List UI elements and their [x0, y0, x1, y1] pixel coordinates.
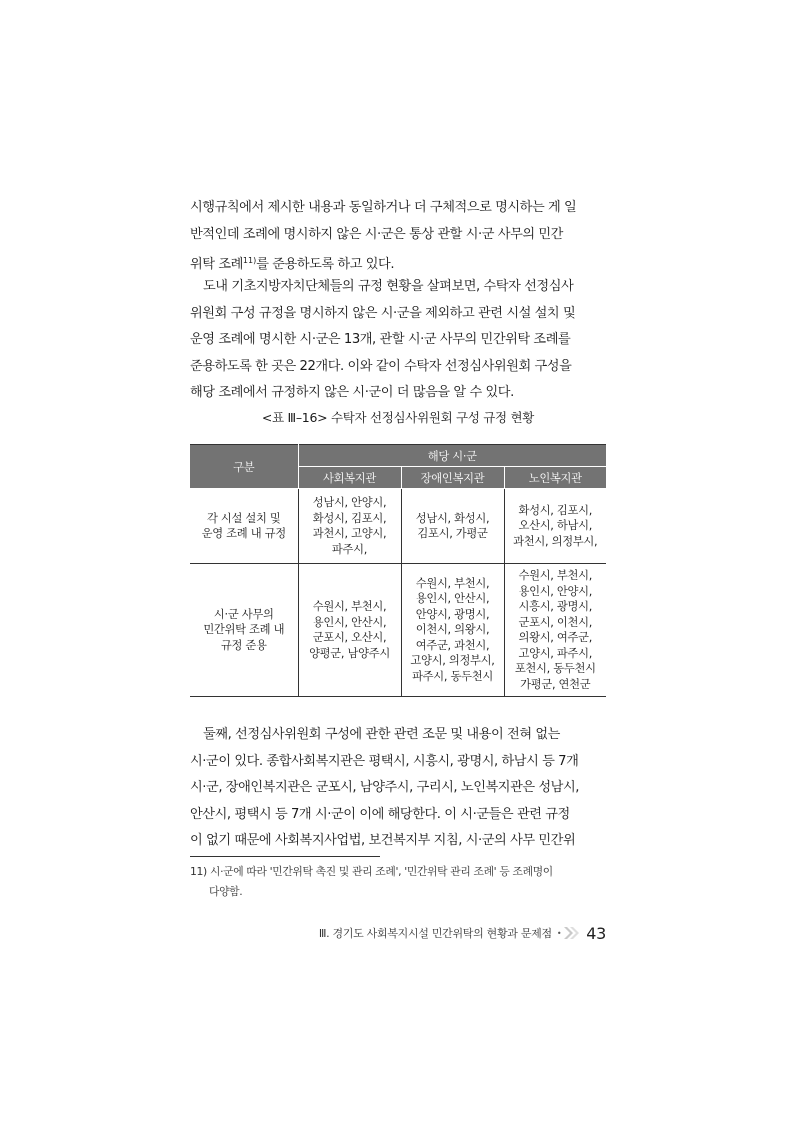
double-chevron-right-icon: [562, 926, 580, 940]
cell-line: 군포시, 오산시,: [312, 631, 387, 644]
double-chevron-right-icon-svg: [562, 926, 580, 940]
table-cell: [401, 489, 504, 564]
cell-line: 과천시, 의정부시,: [513, 534, 598, 548]
cell-line: 시흥시, 광명시,: [518, 600, 593, 613]
chevron-shape: [564, 927, 573, 939]
cell-line: 용인시, 안산시,: [415, 592, 490, 606]
cell-line: 용인시, 안산시,: [312, 615, 387, 629]
paragraph-3-line: 둘째, 선정심사위원회 구성에 관한 관련 조문 및 내용이 전혀 없는: [203, 727, 560, 742]
table-cell: [401, 564, 504, 697]
cell-line: 성남시, 안양시,: [312, 496, 387, 509]
paragraph-3-line: 시·군, 장애인복지관은 군포시, 남양주시, 구리시, 노인복지관은 성남시,: [190, 780, 579, 795]
regulation-status-table: [190, 444, 606, 697]
paragraph-3-line: 이 없기 때문에 사회복지사업법, 보건복지부 지침, 시·군의 사무 민간위: [190, 833, 576, 848]
footnote: [190, 862, 606, 902]
cell-line: 여주군, 과천시,: [415, 638, 490, 652]
paragraph-2-line: 운영 조례에 명시한 시·군은 13개, 관할 시·군 사무의 민간위탁 조례를: [190, 332, 571, 347]
table-cell: [504, 564, 606, 697]
cell-line: 이천시, 의왕시,: [415, 623, 490, 637]
footnote-number: 11): [190, 865, 207, 878]
header-group: 해당 시·군: [298, 445, 606, 467]
paragraph-2: [190, 274, 606, 407]
cell-line: 수원시, 부천시,: [415, 576, 490, 590]
bullet-dot: •: [556, 928, 562, 938]
paragraph-2-line: 도내 기초지방자치단체들의 규정 현황을 살펴보면, 수탁자 선정심사: [203, 279, 574, 294]
running-title: Ⅲ. 경기도 사회복지시설 민간위탁의 현황과 문제점: [318, 927, 552, 940]
paragraph-3-line: 시·군이 있다. 종합사회복지관은 평택시, 시흥시, 광명시, 하남시 등 7개: [190, 753, 579, 769]
cell-line: 성남시, 화성시,: [415, 511, 490, 525]
cell-line: 운영 조례 내 규정: [201, 527, 286, 540]
cell-line: 가평군, 연천군: [520, 677, 591, 691]
text-run: 를 준용하도록 하고 있다.: [256, 257, 395, 272]
header-category: 구분: [190, 445, 298, 489]
cell-line: 안양시, 광명시,: [415, 607, 490, 621]
cell-line: 파주시,: [331, 542, 368, 556]
cell-line: 규정 준용: [220, 638, 267, 652]
row-category: [190, 489, 298, 564]
text-run: 위탁 조례: [190, 257, 243, 272]
cell-line: 용인시, 안양시,: [518, 584, 593, 598]
cell-line: 민간위탁 조례 내: [203, 623, 285, 637]
table-row: [190, 489, 606, 564]
table-cell: [298, 489, 401, 564]
column-header: 장애인복지관: [401, 467, 504, 489]
paragraph-2-line: 준용하도록 한 곳은 22개다. 이와 같이 수탁자 선정심사위원회 구성을: [190, 358, 572, 374]
table-row: [190, 564, 606, 697]
row-category: [190, 564, 298, 697]
cell-line: 시·군 사무의: [213, 607, 274, 621]
cell-line: 군포시, 이천시,: [518, 615, 593, 629]
cell-line: 과천시, 고양시,: [312, 527, 387, 540]
footnote-divider: [190, 856, 380, 857]
paragraph-3: [190, 722, 606, 855]
cell-line: 고양시, 의정부시,: [410, 654, 495, 668]
cell-line: 양평군, 남양주시: [309, 646, 390, 660]
cell-line: 고양시, 파주시,: [518, 646, 593, 660]
column-header: 노인복지관: [504, 467, 606, 489]
footnote-text: 시·군에 따라 '민간위탁 촉진 및 관리 조례', '민간위탁 관리 조례' 등 조례명이: [210, 865, 553, 878]
paragraph-1: [190, 195, 606, 279]
table-cell: [504, 489, 606, 564]
column-header: 사회복지관: [298, 467, 401, 489]
cell-line: 파주시, 동두천시: [412, 669, 493, 683]
cell-line: 화성시, 김포시,: [312, 511, 387, 525]
paragraph-2-line: 해당 조례에서 규정하지 않은 시·군이 더 많음을 알 수 있다.: [190, 385, 514, 400]
table-cell: [298, 564, 401, 697]
cell-line: 수원시, 부천시,: [312, 600, 387, 613]
page-footer: [319, 921, 606, 945]
paragraph-3-line: 안산시, 평택시 등 7개 시·군이 이에 해당한다. 이 시·군들은 관련 규정: [190, 806, 570, 822]
paragraph-1-line: 시행규칙에서 제시한 내용과 동일하거나 더 구체적으로 명시하는 게 일: [190, 200, 577, 215]
page-number: 43: [586, 923, 606, 943]
table-caption: <표 Ⅲ–16> 수탁자 선정심사위원회 구성 규정 현황: [261, 410, 535, 425]
cell-line: 수원시, 부천시,: [518, 569, 593, 582]
cell-line: 각 시설 설치 및: [206, 511, 281, 525]
paragraph-2-line: 위원회 구성 규정을 명시하지 않은 시·군을 제외하고 관련 시설 설치 및: [190, 305, 576, 321]
cell-line: 오산시, 하남시,: [518, 519, 593, 533]
footnote-text: 다양함.: [209, 885, 243, 898]
cell-line: 김포시, 가평군: [417, 527, 488, 540]
cell-line: 화성시, 김포시,: [518, 503, 593, 517]
cell-line: 의왕시, 여주군,: [518, 631, 593, 644]
footnote-reference[interactable]: 11): [242, 256, 257, 265]
cell-line: 포천시, 동두천시: [514, 662, 596, 675]
paragraph-1-line: 반적인데 조례에 명시하지 않은 시·군은 통상 관할 시·군 사무의 민간: [190, 226, 563, 242]
